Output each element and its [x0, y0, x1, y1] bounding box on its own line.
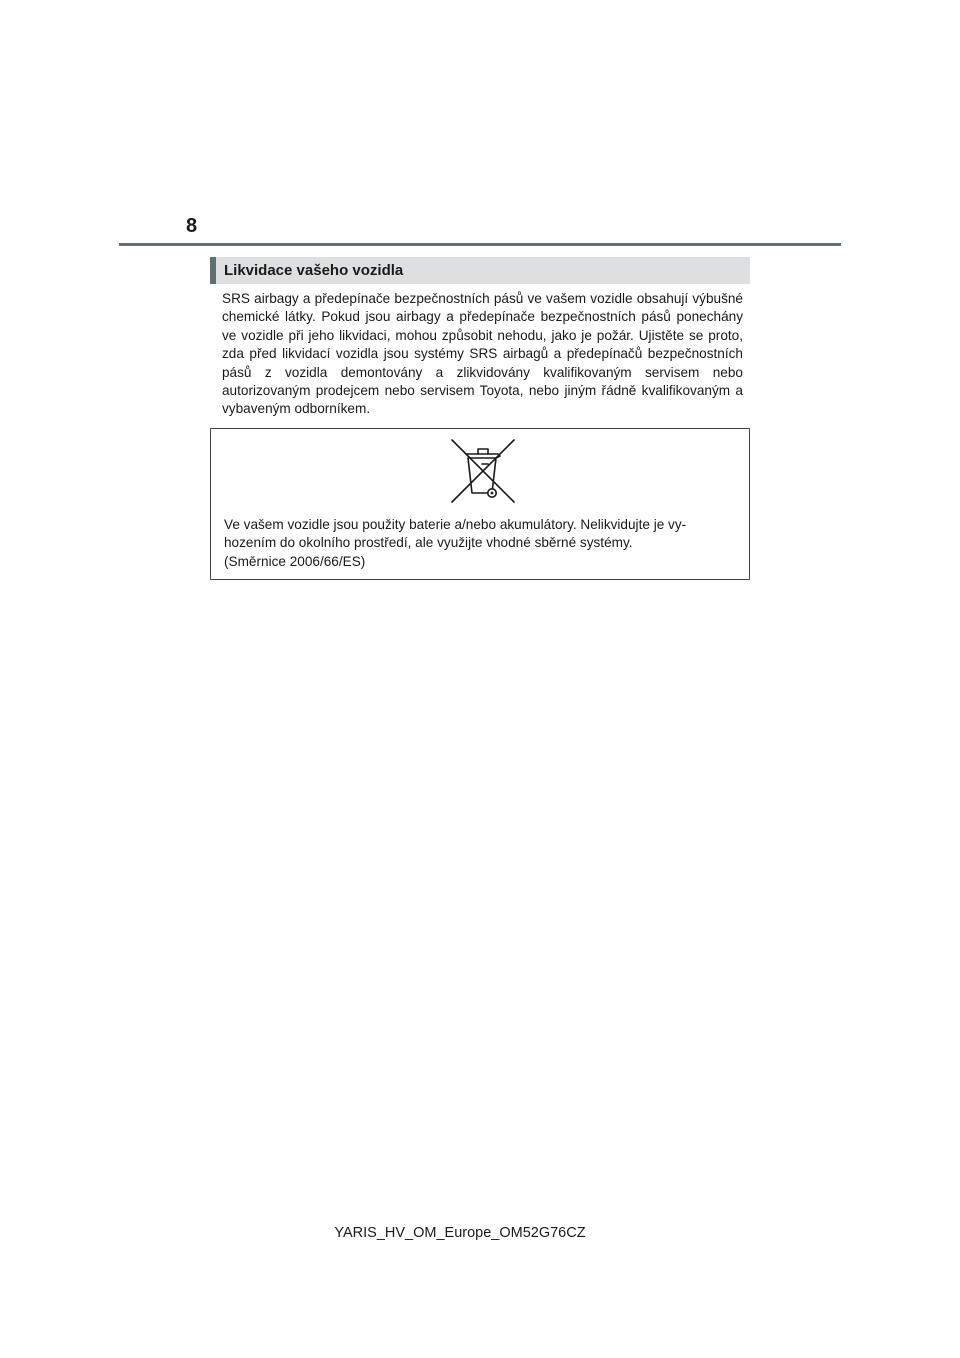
header-rule: [119, 243, 841, 246]
section-body-text: SRS airbagy a předepínače bezpečnostních pásů ve vašem vozidle obsahují výbušné chemické látky. Pokud jsou airbagy a předepínače bezpečnostních pásů ponechány ve vozidle při jeho likvidaci, mohou způsobit nehodu, jako je požár. Ujistěte se proto, zda před likvidací vozidla jsou systémy SRS airbagů a předepínačů bezpečnostních pásů z vozidla demontovány a zlikvidovány kvalifikovaným servisem nebo autorizovaným prodejcem nebo servisem Toyota, nebo jiným řádně kvalifikovaným a vybaveným odborníkem.: [222, 291, 743, 417]
notice-line: (Směrnice 2006/66/ES): [224, 553, 366, 569]
notice-text: [224, 516, 744, 571]
battery-disposal-notice: [210, 428, 750, 580]
notice-line: Ve vašem vozidle jsou použity baterie a/nebo akumulátory. Nelikvidujte je vy-: [224, 517, 687, 532]
document-code: YARIS_HV_OM_Europe_OM52G76CZ: [334, 1225, 586, 1241]
section-heading-bar: [210, 257, 216, 284]
section-heading: [210, 257, 750, 284]
section-title: Likvidace vašeho vozidla: [224, 262, 404, 279]
notice-line: hozením do okolního prostředí, ale využijte vhodné sběrné systémy.: [224, 535, 633, 551]
crossed-out-wheelie-bin-icon: [449, 437, 517, 505]
page-number: 8: [186, 215, 198, 237]
